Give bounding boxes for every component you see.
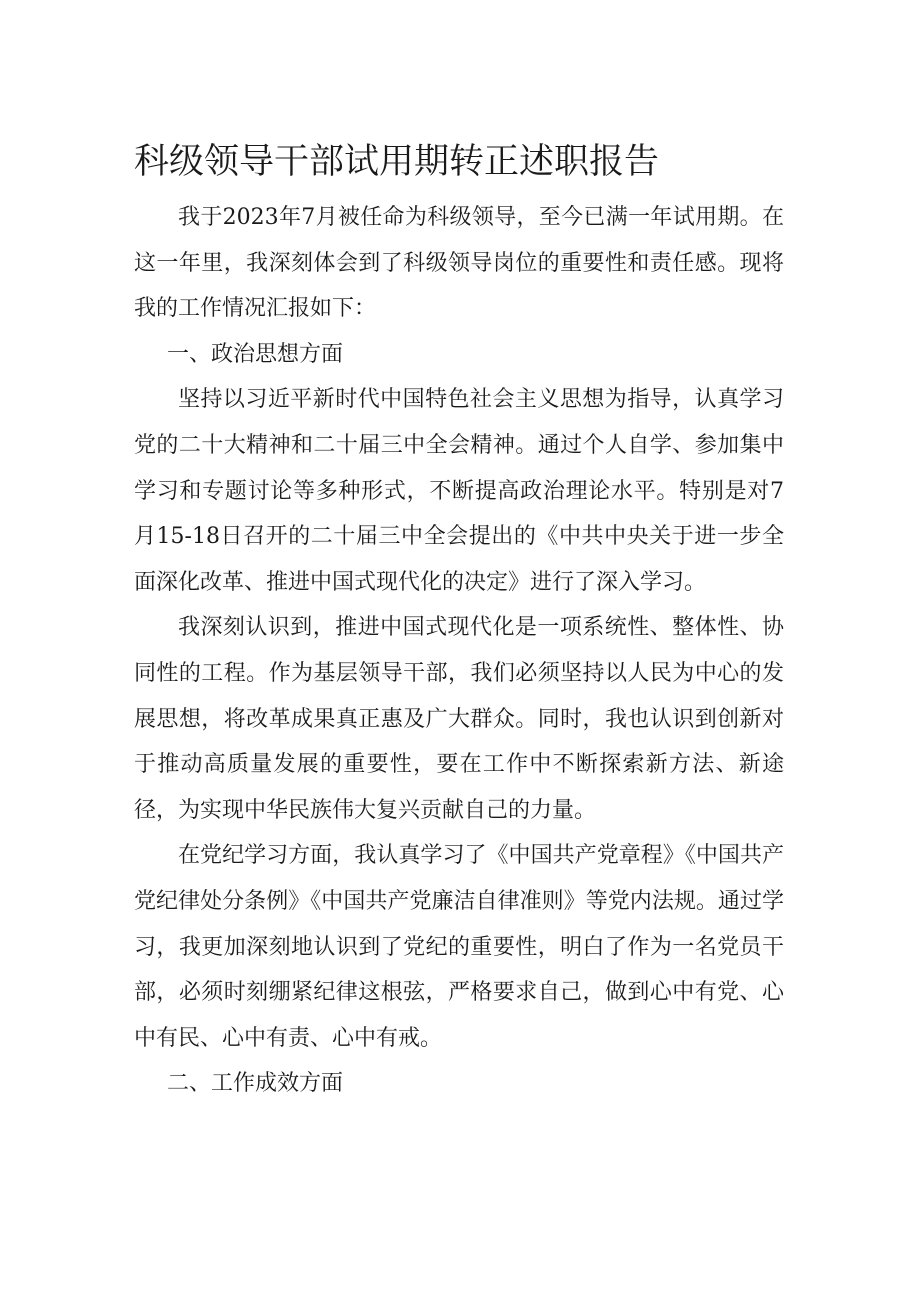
- section-heading-political: 一、政治思想方面: [167, 341, 344, 367]
- document-title: 科级领导干部试用期转正述职报告: [134, 142, 660, 182]
- intro-paragraph: 我于2023年7月被任命为科级领导，至今已满一年试用期。在这一年里，我深刻体会到了科级领导岗位的重要性和责任感。现将我的工作情况汇报如下：: [134, 205, 784, 322]
- paragraph-political-3: 在党纪学习方面，我认真学习了《中国共产党章程》《中国共产党纪律处分条例》《中国共产党廉洁自律准则》等党内法规。通过学习，我更加深刻地认识到了党纪的重要性，明白了作为一名党员干部，必须时刻绷紧纪律这根弦，严格要求自己，做到心中有党、心中有民、心中有责、心中有戒。: [134, 843, 784, 1051]
- document-body: [134, 195, 784, 1107]
- section-heading-work-results: 二、工作成效方面: [167, 1071, 344, 1097]
- paragraph-political-1: 坚持以习近平新时代中国特色社会主义思想为指导，认真学习党的二十大精神和二十届三中全会精神。通过个人自学、参加集中学习和专题讨论等多种形式，不断提高政治理论水平。特别是对7月15-18日召开的二十届三中全会提出的《中共中央关于进一步全面深化改革、推进中国式现代化的决定》进行了深入学习。: [134, 387, 784, 595]
- paragraph-political-2: 我深刻认识到，推进中国式现代化是一项系统性、整体性、协同性的工程。作为基层领导干部，我们必须坚持以人民为中心的发展思想，将改革成果真正惠及广大群众。同时，我也认识到创新对于推动高质量发展的重要性，要在工作中不断探索新方法、新途径，为实现中华民族伟大复兴贡献自己的力量。: [134, 615, 784, 823]
